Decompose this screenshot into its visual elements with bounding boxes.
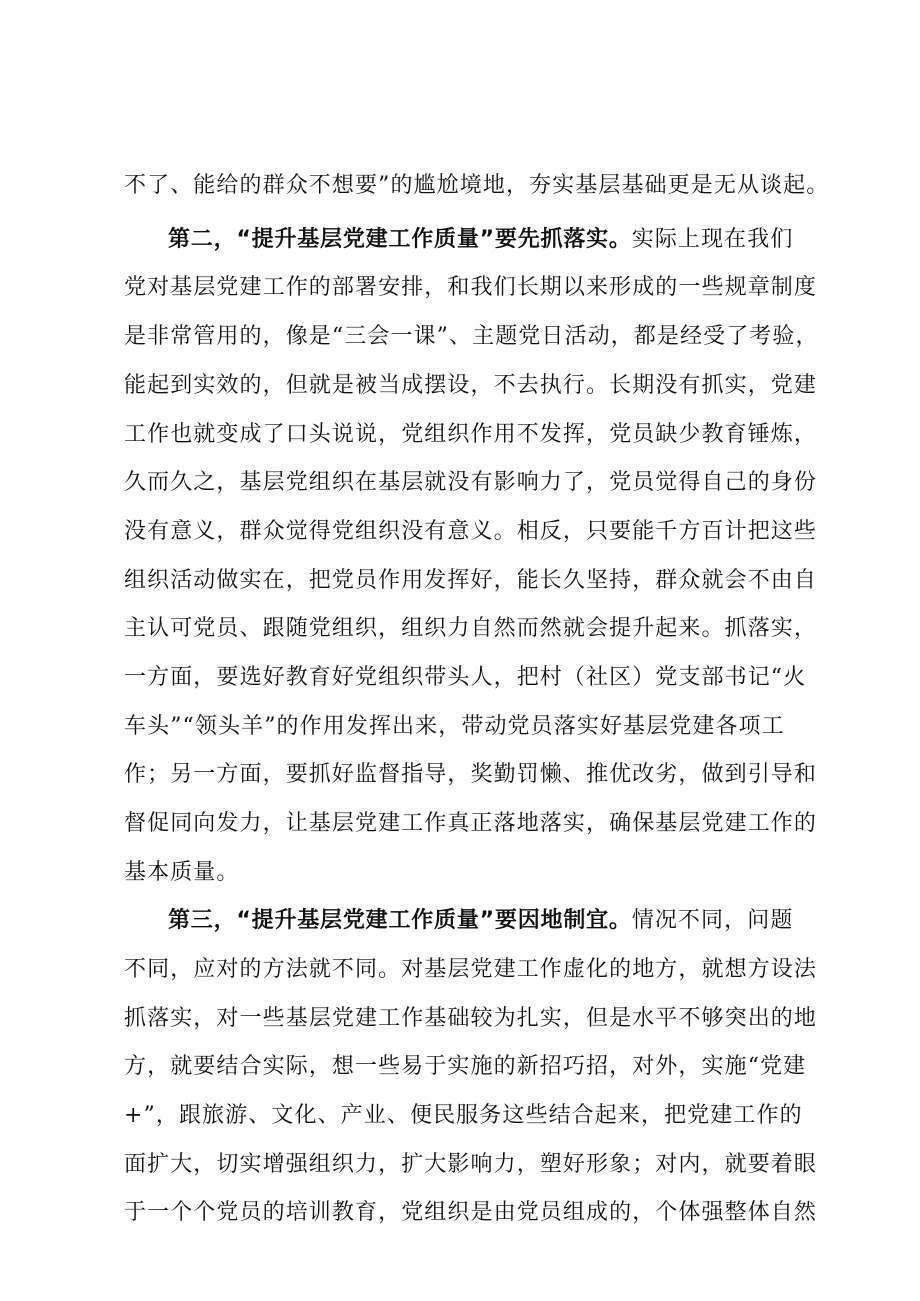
text-line: 方，就要结合实际，想一些易于实施的新招巧招，对外，实施“党建: [124, 1054, 807, 1079]
text-line: 组织活动做实在，把党员作用发挥好，能长久坚持，群众就会不由自: [124, 568, 818, 593]
paragraph-3-first-line: [168, 906, 824, 936]
text-line: 于一个个党员的培训教育，党组织是由党员组成的，个体强整体自然: [124, 1200, 818, 1225]
text-line: 不同，应对的方法就不同。对基层党建工作虚化的地方，就想方设法: [124, 957, 818, 982]
text-line: 作；另一方面，要抓好监督指导，奖勤罚懒、推优改劣，做到引导和: [124, 762, 818, 787]
text-line: 没有意义，群众觉得党组织没有意义。相反，只要能千方百计把这些: [124, 519, 818, 544]
text-line: 党对基层党建工作的部署安排，和我们长期以来形成的一些规章制度: [124, 275, 818, 300]
text-line: 久而久之，基层党组织在基层就没有影响力了，党员觉得自己的身份: [124, 470, 818, 495]
text-line: 面扩大，切实增强组织力，扩大影响力，塑好形象；对内，就要着眼: [124, 1152, 818, 1177]
text-line: 工作也就变成了口头说说，党组织作用不发挥，党员缺少教育锤炼，: [124, 422, 818, 447]
paragraph-3-text: 情况不同，问题: [631, 908, 794, 933]
text-line: 是非常管用的，像是“三会一课”、主题党日活动，都是经受了考验，: [124, 324, 819, 349]
paragraph-2-heading: 第二，“提升基层党建工作质量”要先抓落实。: [168, 227, 632, 252]
text-line: +”，跟旅游、文化、产业、便民服务这些结合起来，把党建工作的: [124, 1103, 803, 1128]
text-line: 主认可党员、跟随党组织，组织力自然而然就会提升起来。抓落实，: [124, 616, 818, 641]
text-line: 一方面，要选好教育好党组织带头人，把村（社区）党支部书记“火: [124, 665, 807, 690]
text-line: 抓落实，对一些基层党建工作基础较为扎实，但是水平不够突出的地: [124, 1006, 818, 1031]
paragraph-3-heading: 第三，“提升基层党建工作质量”要因地制宜。: [168, 908, 632, 933]
paragraph-2-first-line: [168, 225, 824, 255]
text-line: 基本质量。: [124, 860, 240, 885]
text-line: 不了、能给的群众不想要”的尴尬境地，夯实基层基础更是无从谈起。: [124, 173, 830, 198]
text-line: 督促同向发力，让基层党建工作真正落地落实，确保基层党建工作的: [124, 811, 818, 836]
text-line: 能起到实效的，但就是被当成摆设，不去执行。长期没有抓实，党建: [124, 373, 818, 398]
text-line: 车头”“领头羊”的作用发挥出来，带动党员落实好基层党建各项工: [124, 714, 785, 739]
paragraph-2-text: 实际上现在我们: [631, 227, 794, 252]
